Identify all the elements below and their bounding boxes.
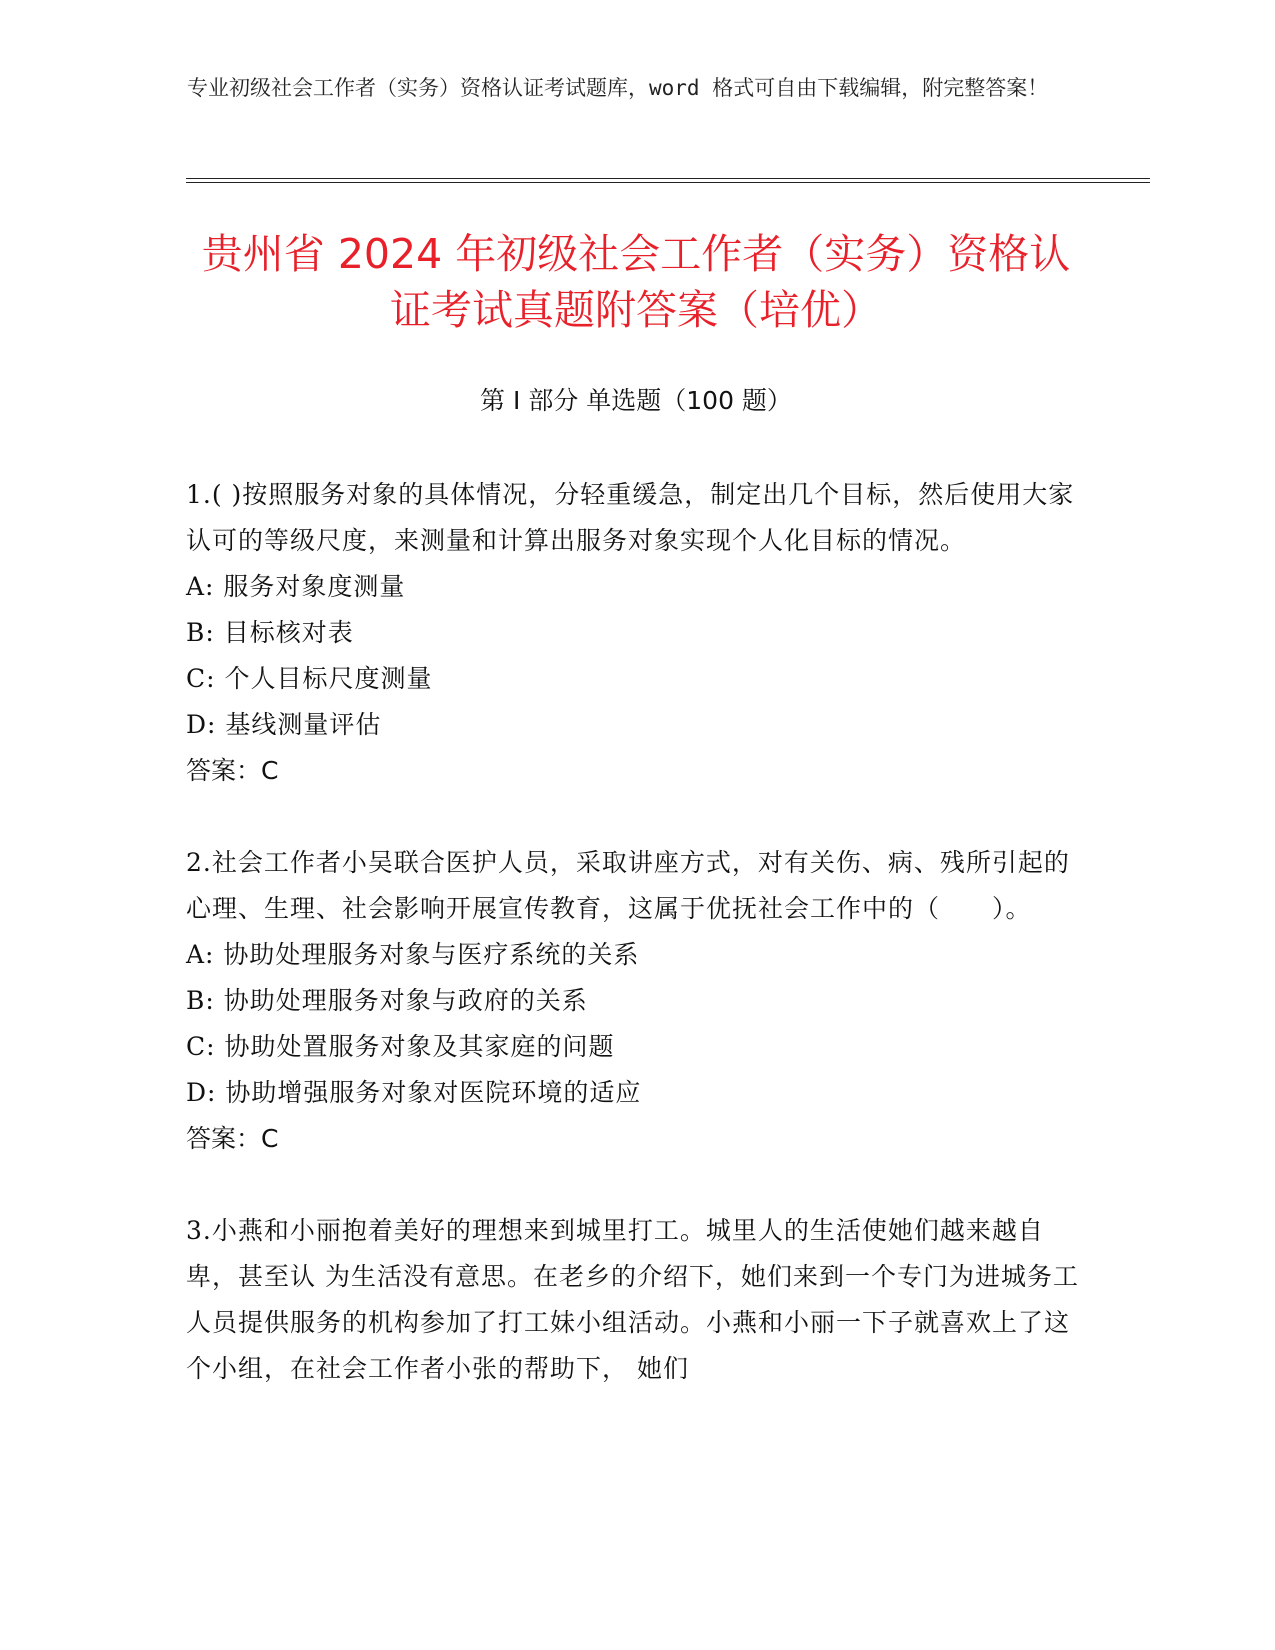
question-3 — [186, 1208, 1086, 1392]
question-1 — [186, 472, 1086, 794]
option-list — [186, 564, 1086, 748]
option-list — [186, 932, 1086, 1116]
answer-line: 答案：C — [186, 1124, 279, 1153]
document-title: 贵州省 2024 年初级社会工作者（实务）资格认证考试真题附答案（培优） — [201, 230, 1071, 334]
section-heading: 第 I 部分 单选题（100 题） — [480, 386, 792, 415]
question-stem: 1.( )按照服务对象的具体情况，分轻重缓急，制定出几个目标，然后使用大家认可的等级尺度，来测量和计算出服务对象实现个人化目标的情况。 — [186, 480, 1075, 555]
answer-line: 答案：C — [186, 756, 279, 785]
option-a: A: 服务对象度测量 — [186, 572, 406, 601]
option-c: C: 协助处置服务对象及其家庭的问题 — [186, 1032, 615, 1061]
option-a: A: 协助处理服务对象与医疗系统的关系 — [186, 940, 640, 969]
question-2 — [186, 840, 1086, 1162]
option-b: B: 目标核对表 — [186, 618, 354, 647]
option-b: B: 协助处理服务对象与政府的关系 — [186, 986, 588, 1015]
question-list — [186, 472, 1086, 1438]
header-note: 专业初级社会工作者（实务）资格认证考试题库，word 格式可自由下载编辑，附完整答案！ — [187, 76, 1049, 100]
question-stem: 2.社会工作者小吴联合医护人员，采取讲座方式，对有关伤、病、残所引起的心理、生理、社会影响开展宣传教育，这属于优抚社会工作中的（ ）。 — [186, 848, 1070, 923]
option-c: C: 个人目标尺度测量 — [186, 664, 433, 693]
question-stem: 3.小燕和小丽抱着美好的理想来到城里打工。城里人的生活使她们越来越自卑，甚至认 为生活没有意思。在老乡的介绍下，她们来到一个专门为进城务工人员提供服务的机构参加了打工妹小组活动。小燕和小丽一下子就喜欢上了这个小组，在社会工作者小张的帮助下， 她们 — [186, 1216, 1079, 1383]
header-divider — [186, 178, 1150, 183]
option-d: D: 协助增强服务对象对医院环境的适应 — [186, 1078, 642, 1107]
option-d: D: 基线测量评估 — [186, 710, 382, 739]
